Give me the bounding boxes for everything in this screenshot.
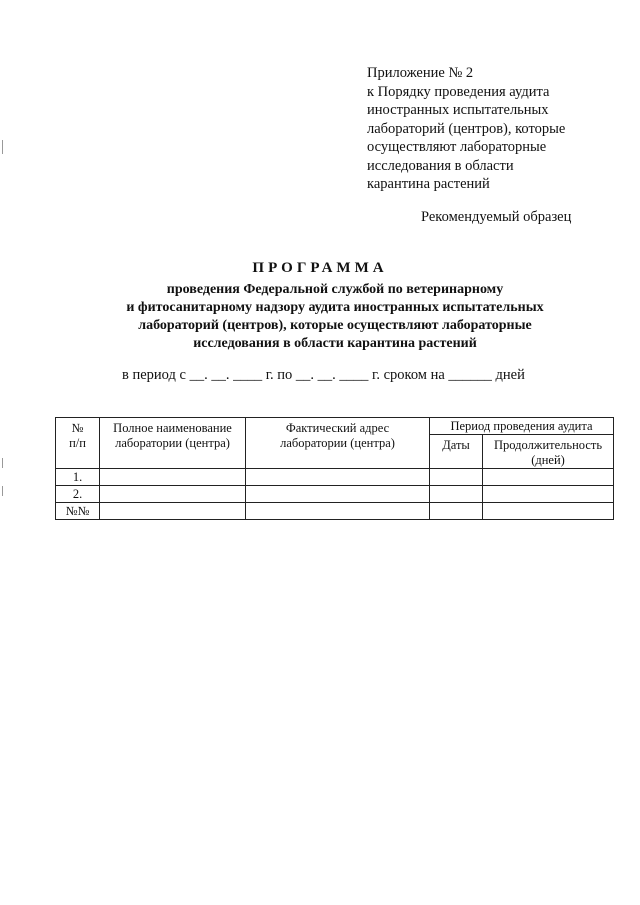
table-cell <box>100 486 246 503</box>
audit-program-table <box>55 417 614 520</box>
table-row <box>56 503 614 520</box>
subtitle-line: проведения Федеральной службой по ветеринарному <box>166 282 504 297</box>
table-cell <box>430 486 483 503</box>
subtitle-line: и фитосанитарному надзору аудита иностранных испытательных <box>126 300 544 315</box>
appendix-header <box>367 64 607 194</box>
recommended-sample-label: Рекомендуемый образец <box>421 209 572 225</box>
table-cell <box>246 503 430 520</box>
table-cell <box>100 469 246 486</box>
appendix-line: к Порядку проведения аудита <box>367 83 550 100</box>
header-duration: Продолжительность (дней) <box>483 435 614 469</box>
header-dates: Даты <box>430 435 483 469</box>
table-cell <box>246 486 430 503</box>
appendix-line: лабораторий (центров), которые <box>367 120 566 137</box>
appendix-line: иностранных испытательных <box>367 102 549 118</box>
table-row <box>56 486 614 503</box>
document-subtitle <box>60 281 610 353</box>
scan-edge-mark <box>2 486 3 496</box>
table-cell <box>483 503 614 520</box>
subtitle-line: исследования в области карантина растений <box>193 336 477 351</box>
appendix-line: карантина растений <box>367 176 490 192</box>
row-number: 2. <box>56 486 100 503</box>
table-cell <box>483 486 614 503</box>
period-line: в период с __. __. ____ г. по __. __. ____ г. сроком на ______ дней <box>122 367 525 383</box>
row-number: №№ <box>56 503 100 520</box>
header-num: № п/п <box>56 418 100 469</box>
table-cell <box>246 469 430 486</box>
table-cell <box>483 469 614 486</box>
subtitle-line: лабораторий (центров), которые осуществляют лабораторные <box>138 318 532 333</box>
appendix-line: исследования в области <box>367 157 514 174</box>
table-header-row <box>56 418 614 435</box>
header-lab-name: Полное наименование лаборатории (центра) <box>100 418 246 469</box>
scan-edge-mark <box>2 140 3 154</box>
table-cell <box>430 469 483 486</box>
header-lab-address: Фактический адрес лаборатории (центра) <box>246 418 430 469</box>
appendix-line: Приложение № 2 <box>367 65 474 81</box>
table-cell <box>100 503 246 520</box>
appendix-line: осуществляют лабораторные <box>367 139 547 155</box>
table-cell <box>430 503 483 520</box>
scan-edge-mark <box>2 458 3 468</box>
document-title: ПРОГРАММА <box>252 260 388 276</box>
header-audit-period: Период проведения аудита <box>430 418 614 435</box>
row-number: 1. <box>56 469 100 486</box>
table-row <box>56 469 614 486</box>
